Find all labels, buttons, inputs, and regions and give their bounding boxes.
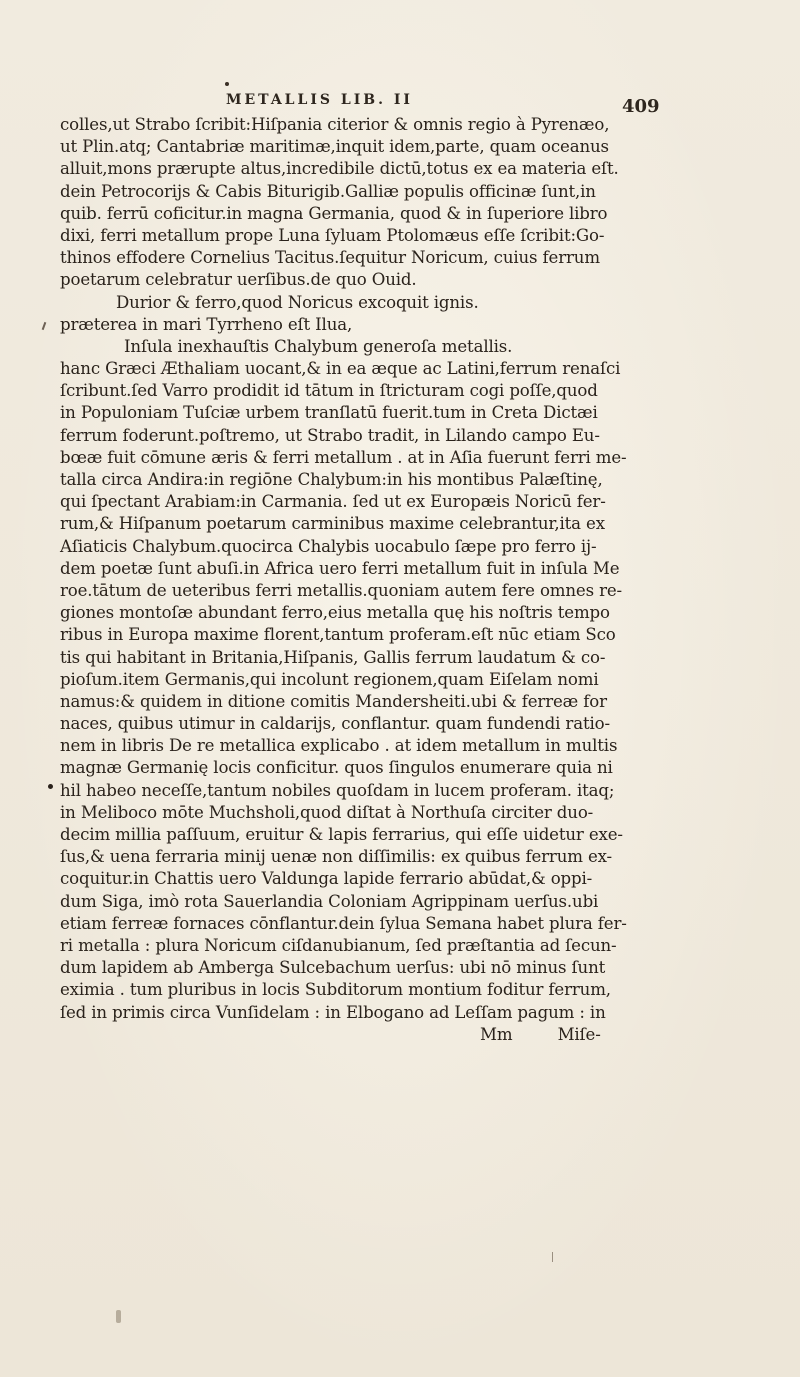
- text-line: roe.tātum de ueteribus ferri metallis.quoniam autem fere omnes re-: [60, 580, 622, 600]
- text-line: qui ſpectant Arabiam:in Carmania. ſed ut ex Europæis Noricū fer-: [60, 492, 606, 512]
- text-line: ferrum foderunt.poſtremo, ut Strabo tradit, in Lilando campo Eu-: [60, 425, 600, 445]
- text-line: naces, quibus utimur in caldarijs, conflantur. quam fundendi ratio-: [60, 714, 610, 734]
- text-line: etiam ferreæ fornaces cōnflantur.dein ſylua Semana habet plura fer-: [60, 913, 627, 933]
- text-line: in Populoniam Tuſciæ urbem tranſlatū fuerit.tum in Creta Dictæi: [60, 403, 598, 423]
- page-number: 409: [622, 96, 660, 117]
- body-text: [60, 114, 750, 1046]
- verse-line: Inſula inexhauſtis Chalybum generoſa metallis.: [124, 336, 513, 356]
- catchword: Miſe-: [557, 1024, 601, 1044]
- text-line: thinos effodere Cornelius Tacitus.ſequitur Noricum, cuius ferrum: [60, 248, 600, 268]
- text-line: colles,ut Strabo ſcribit:Hiſpania citerior & omnis regio à Pyrenæo,: [60, 115, 610, 134]
- text-line: præterea in mari Tyrrheno eſt Ilua,: [60, 314, 353, 334]
- text-line: namus:& quidem in ditione comitis Mandersheiti.ubi & ferreæ for: [60, 691, 607, 711]
- text-line: bœæ fuit cōmune æris & ferri metallum . at in Aſia fuerunt ferri me-: [60, 447, 627, 467]
- text-line: magnæ Germanię locis conficitur. quos ſingulos enumerare quia ni: [60, 758, 613, 778]
- running-head: METALLIS LIB. II: [226, 92, 413, 108]
- text-line: quib. ferrū coficitur.in magna Germania, quod & in ſuperiore libro: [60, 203, 608, 223]
- paper-stain: [116, 1310, 121, 1323]
- text-line: talla circa Andira:in regiōne Chalybum:in his montibus Palæſtinę,: [60, 470, 603, 489]
- signature-mark: Mm: [480, 1024, 513, 1044]
- text-line: in Meliboco mōte Muchsholi,quod diſtat à Northuſa circiter duo-: [60, 802, 594, 822]
- text-line: dum Siga, imò rota Sauerlandia Coloniam Agrippinam uerſus.ubi: [60, 891, 599, 911]
- margin-bullet: [48, 784, 53, 789]
- text-line: poetarum celebratur uerſibus.de quo Ouid.: [60, 270, 417, 290]
- paper-speck: [552, 1252, 553, 1262]
- text-line: decim millia paſſuum, eruitur & lapis ferrarius, qui eſſe uidetur exe-: [60, 825, 623, 844]
- verse-line: Durior & ferro,quod Noricus excoquit ignis.: [116, 292, 479, 312]
- ornament-dot: [225, 82, 229, 86]
- catchword-line: [60, 1024, 750, 1046]
- text-line: ſcribunt.ſed Varro prodidit id tātum in ſtricturam cogi poſſe,quod: [60, 381, 598, 401]
- text-line: ut Plin.atq; Cantabriæ maritimæ,inquit idem,parte, quam oceanus: [60, 137, 609, 157]
- text-line: ribus in Europa maxime florent,tantum proferam.eſt nūc etiam Sco: [60, 625, 616, 645]
- text-line: hanc Græci Æthaliam uocant,& in ea æque ac Latini,ferrum renaſci: [60, 359, 621, 379]
- text-line: dixi, ferri metallum prope Luna ſyluam Ptolomæus eſſe ſcribit:Go-: [60, 225, 605, 245]
- text-line: giones montoſæ abundant ferro,eius metalla quę his noſtris tempo: [60, 603, 610, 623]
- text-line: coquitur.in Chattis uero Valdunga lapide ferrario abūdat,& oppi-: [60, 869, 593, 889]
- text-line: pioſum.item Germanis,qui incolunt regionem,quam Eiſelam nomi: [60, 669, 599, 689]
- text-line: Aſiaticis Chalybum.quocirca Chalybis uocabulo ſæpe pro ferro ij-: [60, 536, 597, 556]
- text-line: alluit,mons prærupte altus,incredibile dictū,totus ex ea materia eſt.: [60, 159, 619, 179]
- text-line: ri metalla : plura Noricum ciſdanubianum, ſed præſtantia ad ſecun-: [60, 935, 617, 955]
- text-line: ſed in primis circa Vunſidelam : in Elbogano ad Leſſam pagum : in: [60, 1002, 606, 1022]
- margin-mark: [42, 322, 47, 330]
- text-line: dem poetæ ſunt abuſi.in Africa uero ferri metallum fuit in inſula Me: [60, 558, 620, 578]
- text-line: dum lapidem ab Amberga Sulcebachum uerſus: ubi nō minus ſunt: [60, 958, 606, 978]
- text-line: ſus,& uena ferraria minij uenæ non diſſimilis: ex quibus ferrum ex-: [60, 847, 613, 867]
- text-line: rum,& Hiſpanum poetarum carminibus maxime celebrantur,ita ex: [60, 514, 605, 534]
- text-line: hil habeo neceſſe,tantum nobiles quoſdam in lucem proferam. itaq;: [60, 780, 615, 800]
- text-line: dein Petrocorijs & Cabis Biturigib.Galliæ populis officinæ ſunt,in: [60, 181, 596, 201]
- text-line: nem in libris De re metallica explicabo . at idem metallum in multis: [60, 736, 618, 756]
- text-line: eximia . tum pluribus in locis Subditorum montium foditur ferrum,: [60, 980, 611, 1000]
- text-line: tis qui habitant in Britania,Hiſpanis, Gallis ferrum laudatum & co-: [60, 647, 606, 667]
